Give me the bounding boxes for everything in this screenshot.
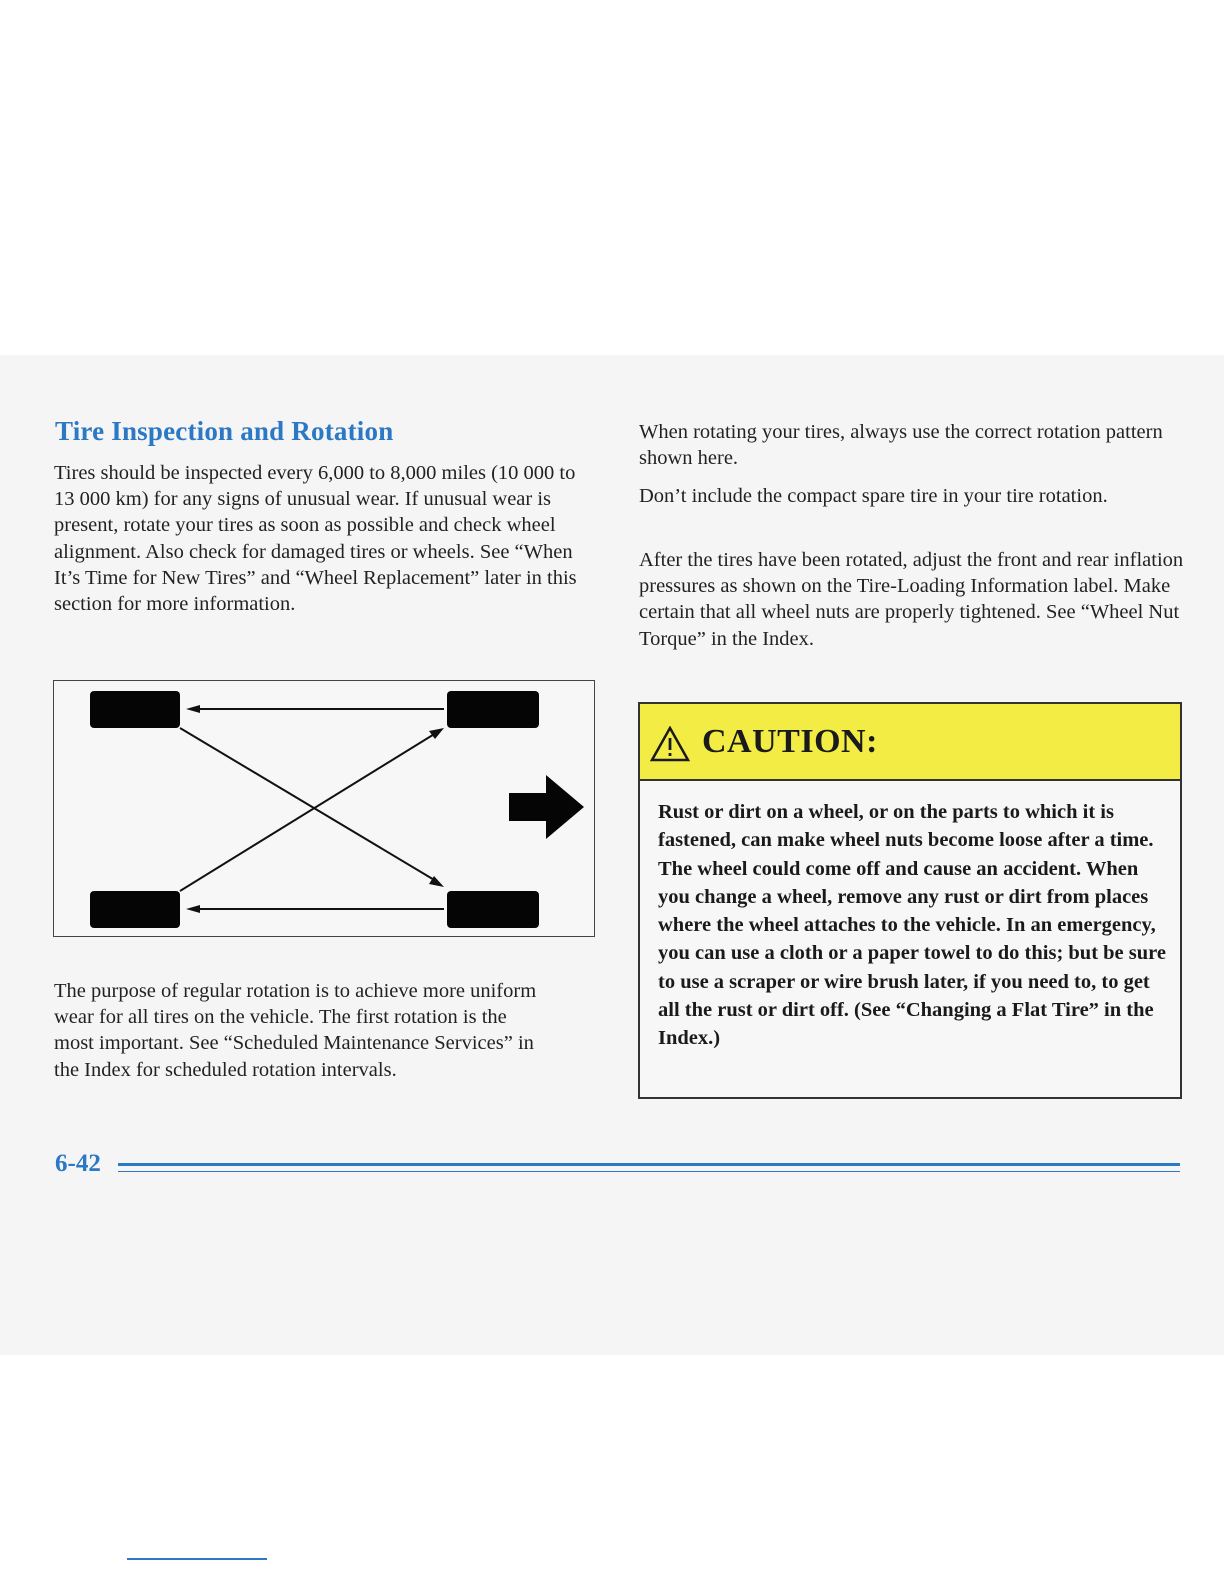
arrow-head-diagonal-up [429,728,444,739]
footer-rule-thin [118,1171,1180,1172]
tire-rotation-diagram [53,680,595,937]
inflation-paragraph: After the tires have been rotated, adjust the front and rear inflation pressures as shown on the Tire-Loading Information label. Make certain that all wheel nuts are properly tightened. See “Wheel Nut Torque” in the Index. [639,549,1184,650]
inspection-paragraph: Tires should be inspected every 6,000 to 8,000 miles (10 000 to 13 000 km) for any signs of unusual wear. If unusual wear is present, rotate your tires as soon as possible and check wheel alignment. Also check for damaged tires or wheels. See “When It’s Time for New Tires” and “Wheel Replacement” later in this section for more information. [54,462,577,616]
caution-text: Rust or dirt on a wheel, or on the parts to which it is fastened, can make wheel nuts become loose after a time. The wheel could come off and cause an accident. When you change a wheel, remove any rust or dirt from places where the wheel attaches to the vehicle. In an emergency, you can use a cloth or a paper towel to do this; but be sure to use a scraper or wire brush later, if you need to, to get all the rust or dirt off. (See “Changing a Flat Tire” in the Index.) [658,801,1166,1050]
page-number: 6-42 [55,1150,101,1177]
arrow-head-bottom [186,905,200,913]
front-left-tire [447,691,539,728]
rotation-pattern-paragraph: When rotating your tires, always use the correct rotation pattern shown here. [639,421,1163,470]
bottom-link-line [127,1558,267,1560]
caution-box [638,702,1182,1099]
front-right-tire [447,891,539,928]
rear-left-tire [90,691,180,728]
section-heading: Tire Inspection and Rotation [55,416,394,446]
caution-title: CAUTION: [702,722,878,760]
spare-tire-paragraph: Don’t include the compact spare tire in your tire rotation. [639,485,1108,507]
rotation-purpose-paragraph: The purpose of regular rotation is to achieve more uniform wear for all tires on the vehicle. The first rotation is the most important. See “Scheduled Maintenance Services” in the Index for scheduled rotation intervals. [54,980,537,1081]
footer-rule [118,1163,1180,1166]
arrow-head-top [186,705,200,713]
warning-triangle-icon [650,726,690,762]
caution-header [640,704,1180,781]
forward-arrow-icon [509,775,584,839]
rear-right-tire [90,891,180,928]
